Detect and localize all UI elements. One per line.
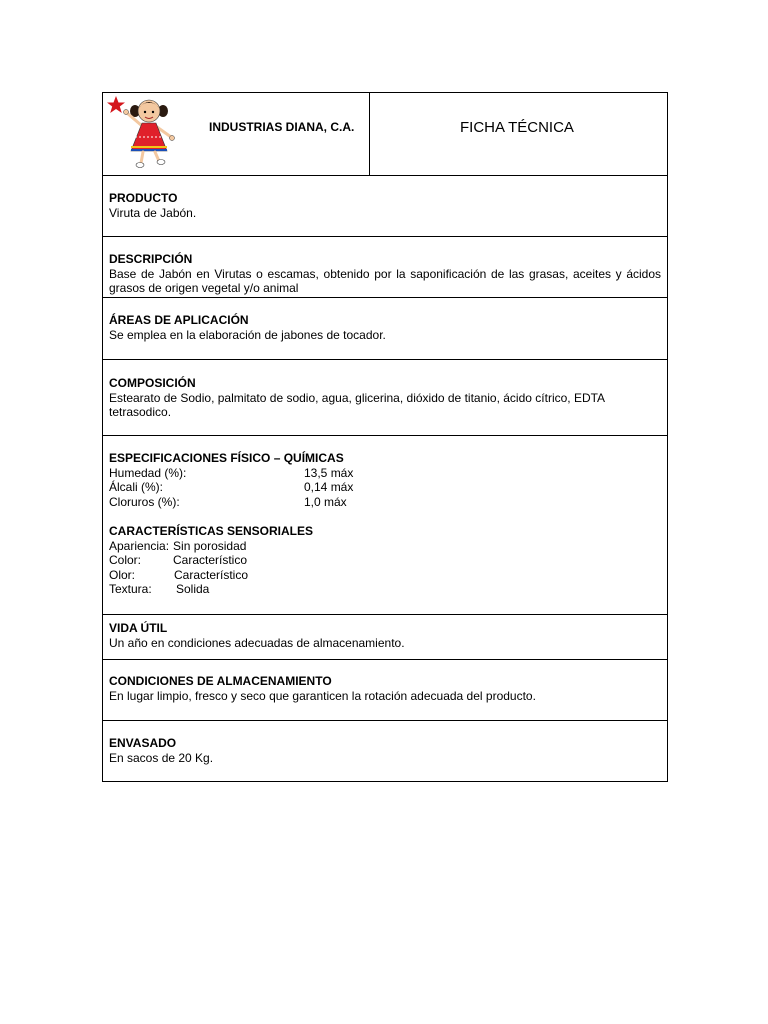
- doll-logo-icon: [105, 95, 181, 171]
- technical-sheet: [102, 92, 668, 782]
- descripcion-text: Base de Jabón en Virutas o escamas, obtenido por la saponificación de las grasas, aceites y ácidos grasos de origen vegetal y/o animal: [109, 266, 661, 295]
- almacenamiento-title: CONDICIONES DE ALMACENAMIENTO: [109, 674, 332, 688]
- spec-row: [109, 495, 661, 510]
- sheet-header: [103, 93, 667, 176]
- company-cell: [103, 93, 370, 175]
- sensoriales-title: CARACTERÍSTICAS SENSORIALES: [109, 524, 314, 538]
- spec-value: 13,5 máx: [304, 465, 354, 480]
- sensorial-label: Color:: [109, 553, 142, 567]
- section-especificaciones: [103, 436, 667, 615]
- section-producto: [103, 176, 667, 237]
- areas-text: Se emplea en la elaboración de jabones de tocador.: [109, 327, 386, 342]
- composicion-text: Estearato de Sodio, palmitato de sodio, agua, glicerina, dióxido de titanio, ácido cítrico, EDTA tetrasodico.: [109, 390, 605, 419]
- almacenamiento-text: En lugar limpio, fresco y seco que garanticen la rotación adecuada del producto.: [109, 688, 536, 703]
- sensorial-row: [109, 568, 661, 583]
- envasado-text: En sacos de 20 Kg.: [109, 750, 214, 765]
- sensorial-label: Apariencia:: [109, 538, 170, 553]
- vida-util-text: Un año en condiciones adecuadas de almacenamiento.: [109, 635, 405, 650]
- envasado-title: ENVASADO: [109, 736, 177, 750]
- sensorial-row: [109, 553, 661, 568]
- spec-row: [109, 466, 661, 481]
- vida-util-title: VIDA ÚTIL: [109, 621, 168, 635]
- section-composicion: [103, 360, 667, 436]
- document-title: FICHA TÉCNICA: [460, 119, 574, 136]
- spec-value: 1,0 máx: [304, 494, 347, 509]
- section-descripcion: [103, 237, 667, 298]
- sensorial-value: Solida: [176, 582, 210, 596]
- section-envasado: [103, 721, 667, 781]
- company-name: INDUSTRIAS DIANA, C.A.: [209, 120, 355, 134]
- title-cell: [370, 93, 667, 175]
- composicion-title: COMPOSICIÓN: [109, 376, 196, 390]
- section-areas: [103, 298, 667, 360]
- sensorial-value: Característico: [174, 567, 249, 582]
- section-vida-util: [103, 615, 667, 660]
- spec-row: [109, 480, 661, 495]
- spec-label: Álcali (%):: [109, 480, 164, 494]
- spec-label: Humedad (%):: [109, 465, 187, 480]
- sensorial-label: Textura:: [109, 582, 152, 596]
- producto-title: PRODUCTO: [109, 191, 178, 205]
- areas-title: ÁREAS DE APLICACIÓN: [109, 313, 249, 327]
- sensorial-value: Característico: [173, 553, 248, 567]
- sensorial-value: Sin porosidad: [173, 538, 247, 553]
- sensorial-label: Olor:: [109, 567, 136, 582]
- section-almacenamiento: [103, 660, 667, 721]
- spec-value: 0,14 máx: [304, 480, 354, 494]
- descripcion-title: DESCRIPCIÓN: [109, 252, 193, 266]
- especificaciones-title: ESPECIFICACIONES FÍSICO – QUÍMICAS: [109, 451, 344, 465]
- sensorial-row: [109, 539, 661, 554]
- producto-text: Viruta de Jabón.: [109, 205, 197, 220]
- spec-label: Cloruros (%):: [109, 494, 180, 509]
- sensorial-row: [109, 582, 661, 597]
